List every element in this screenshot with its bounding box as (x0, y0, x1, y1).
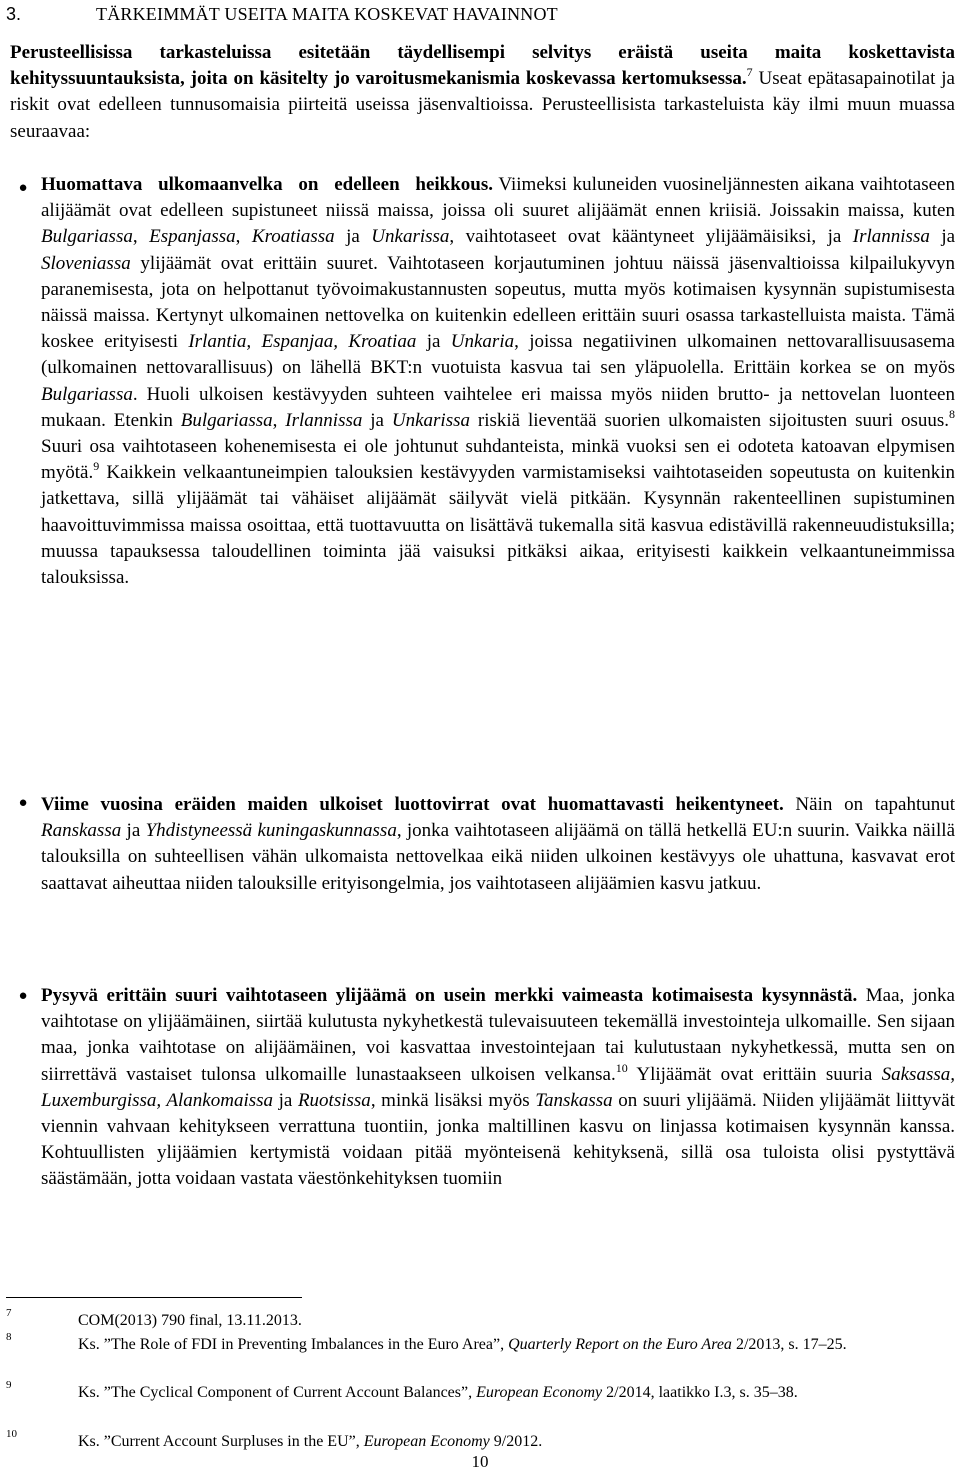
italic-text: Saksassa, Luxemburgissa, Alankomaissa (41, 1063, 955, 1111)
text-run: , joissa negatiivinen ulkomainen nettovarallisuusasema (ulkomainen nettovarallisuus) on lähellä BKT:n vuotuista kasvua tai sen yläpuolella. Erittäin korkea se on myös (41, 331, 955, 379)
text-run: 2/2014, laatikko I.3, s. 35–38. (602, 1384, 798, 1401)
text-run: ja (929, 226, 956, 248)
italic-text: Unkarissa (371, 226, 450, 248)
text-run: COM(2013) 790 final, 13.11.2013. (78, 1312, 302, 1329)
footnote-mark: 9 (6, 1379, 12, 1391)
text-run: Ks. ”The Cyclical Component of Current Account Balances”, (78, 1384, 477, 1401)
bullet-lead: Huomattava ulkomaanvelka on edelleen heikkous. (41, 174, 493, 195)
text-run: 9/2012. (489, 1433, 543, 1450)
italic-text: Quarterly Report on the Euro Area (508, 1336, 732, 1353)
text-run: , (235, 226, 252, 248)
text-run: , jonka vaihtotaseen alijäämä on tällä hetkellä EU:n suurin. Vaikka näillä talouksilla on suhteellisen vähän ulkomaista nettovelkaa eikä niiden ulkoinen kestävyys ole uhattuna, kasvavat erot saattavat aiheuttaa niiden talouksille erityisongelmia, jos vaihtotaseen alijäämien kasvu jatkuu. (41, 820, 956, 894)
italic-text: Irlantia, Espanjaa, Kroatiaa (188, 331, 417, 353)
text-run: riskiä lieventää suorien ulkomaisten sijoitusten suuri osuus. (470, 409, 949, 431)
italic-text: Irlannissa (852, 226, 930, 248)
footnote-ref: 9 (93, 459, 100, 474)
italic-text: Ranskassa (41, 820, 122, 842)
italic-text: Irlannissa (285, 409, 363, 431)
intro-text: Useat epätasapainotilat ja riskit ovat edelleen tunnusomaisia piirteitä useissa jäsenvaltioissa. Perusteellisista tarkasteluista käy ilmi muun muassa seuraavaa: (10, 68, 955, 142)
text-run: ja (121, 820, 146, 842)
bullet-icon: ● (18, 795, 28, 811)
text-run: ja (273, 1089, 298, 1111)
bullet-icon: ● (18, 180, 28, 196)
footnote-mark: 10 (6, 1428, 17, 1440)
intro-paragraph (10, 40, 955, 145)
footnote-ref: 10 (615, 1060, 628, 1075)
text-run: Suuri osa vaihtotaseen kohenemisesta ei ole johtunut suhdanteista, minkä vuoksi sen ei odoteta katoavan elpymisen myötä. (41, 436, 955, 484)
text-run: on suuri ylijäämä. Niiden ylijäämät liittyvät viennin vahvaan kehitykseen verrattuna tuontiin, jonka maltillinen kasvu on linjassa kotimaisen kysynnän kanssa. Kohtuullisten ylijäämien kertymistä voidaan pitää myönteisenä kehityksenä, sillä osa tuloista olisi pystyttävä säästämään, jotta voidaan vastata väestönkehityksen tuomiin (41, 1089, 955, 1190)
italic-text: Unkaria (450, 331, 515, 353)
footnote-text (78, 1310, 958, 1332)
bullet-icon: ● (18, 988, 28, 1004)
text-run: Viimeksi kuluneiden vuosineljännesten aikana vaihtotaseen alijäämät ovat edelleen supistuneet niissä maissa, joissa oli suuret alijäämät ennen kriisiä. Joissakin maissa, kuten (41, 174, 955, 222)
bullet-body (41, 174, 955, 588)
section-title: TÄRKEIMMÄT USEITA MAITA KOSKEVAT HAVAINNOT (96, 4, 558, 24)
text-run: ja (334, 226, 372, 248)
text-run: Kaikkein velkaantuneimpien talouksien kestävyyden varmistamiseksi vaihtotaseiden sopeutusta on kuitenkin jatkettava, sillä ylijäämät tai vähäiset alijäämät säilyvät vielä pitkään. Kysynnän rakenteellinen supistuminen haavoittuvimmissa maissa osoittaa, että tuottavuutta on lisättävä tukemalla sitä kasvua edistävillä rakenneuudistuksilla; muussa tapauksessa taloudellinen toiminta jää vaisuksi pitkäksi aikaa, erityisesti kaikkein velkaantuneimmissa talouksissa. (41, 462, 955, 589)
italic-text: Yhdistyneessä kuningaskunnassa (145, 820, 397, 842)
italic-text: Tanskassa (535, 1089, 613, 1111)
text-run: Ks. ”Current Account Surpluses in the EU”, (78, 1433, 364, 1450)
text-run: Ks. ”The Role of FDI in Preventing Imbalances in the Euro Area”, (78, 1336, 509, 1353)
footnote-text (78, 1431, 958, 1453)
italic-text: Kroatiassa (251, 226, 335, 248)
footnote-separator (6, 1297, 302, 1298)
text-run: Näin on tapahtunut (783, 794, 956, 815)
italic-text: Bulgariassa (41, 383, 133, 405)
text-run: , (132, 226, 150, 248)
text-run: , minkä lisäksi myös (370, 1089, 536, 1111)
bullet-paragraph (41, 792, 955, 897)
footnote-ref: 8 (949, 406, 955, 421)
text-run: , vaihtotaseet ovat kääntyneet ylijäämäisiksi, ja (449, 226, 853, 248)
bullet-lead: Viime vuosina eräiden maiden ulkoiset luottovirrat ovat huomattavasti heikentyneet. (41, 794, 784, 815)
section-number: 3. (6, 4, 22, 24)
bullet-paragraph (41, 983, 955, 1275)
italic-text: European Economy (363, 1433, 490, 1450)
text-run: . Huoli ulkoisen kestävyyden suhteen vaihtelee eri maissa myös niiden brutto- ja nettovelan luonteen mukaan. Etenkin (41, 383, 955, 431)
page-number: 10 (471, 1452, 489, 1471)
bullet-paragraph (41, 172, 955, 591)
bullet-body (41, 985, 955, 1189)
text-run: Maa, jonka vaihtotase on ylijäämäinen, siirtää kulutusta nykyhetkestä tulevaisuuteen tekemällä investointeja ulkomaille. Sen sijaan maa, jonka vaihtotase on alijäämäinen, voi kasvattaa investointejaan tai kulutustaan nykyhetkessä, mutta sen on siirrettävä vastaiset tulonsa ulkomaille lunastaakseen ulkoisen velkansa. (41, 985, 955, 1085)
italic-text: European Economy (476, 1384, 603, 1401)
bullet-lead: Pysyvä erittäin suuri vaihtotaseen ylijäämä on usein merkki vaimeasta kotimaisesta kysynnästä. (41, 985, 858, 1006)
italic-text: Unkarissa (391, 409, 470, 431)
footnote-text (78, 1382, 958, 1404)
text-run: , (272, 409, 286, 431)
footnote-mark: 7 (6, 1307, 12, 1319)
section-heading (0, 2, 960, 26)
italic-text: Ruotsissa (297, 1089, 371, 1111)
italic-text: Sloveniassa (41, 252, 131, 274)
text-run: 2/2013, s. 17–25. (731, 1336, 847, 1353)
italic-text: Bulgariassa (41, 226, 133, 248)
intro-bold-text: Perusteellisissa tarkasteluissa esitetään täydellisempi selvitys eräistä useita maita koskettavista kehityssuuntauksista, joita on käsitelty jo varoitusmekanismia koskevassa kertomuksessa. (10, 42, 955, 90)
text-run: ylijäämät ovat erittäin suuret. Vaihtotaseen korjautuminen johtuu näissä jäsenvaltioissa kilpailukyvyn paranemisesta, jota on helpottanut työvoimakustannusten sopeutus, mutta myös kotimaisen kysynnän supistumisesta näissä maissa. Kertynyt ulkomainen nettovelka on kuitenkin edelleen erittäin suuri osassa tarkastelluista maista. Tämä koskee erityisesti (41, 252, 955, 353)
italic-text: Bulgariassa (180, 409, 273, 431)
text-run: ja (416, 331, 451, 353)
footnote-text (78, 1334, 958, 1356)
footnote-mark: 8 (6, 1331, 12, 1343)
footnote-ref: 7 (746, 65, 753, 80)
italic-text: Espanjassa (149, 226, 236, 248)
text-run: Ylijäämät ovat erittäin suuria (627, 1063, 882, 1085)
text-run: ja (362, 409, 392, 431)
